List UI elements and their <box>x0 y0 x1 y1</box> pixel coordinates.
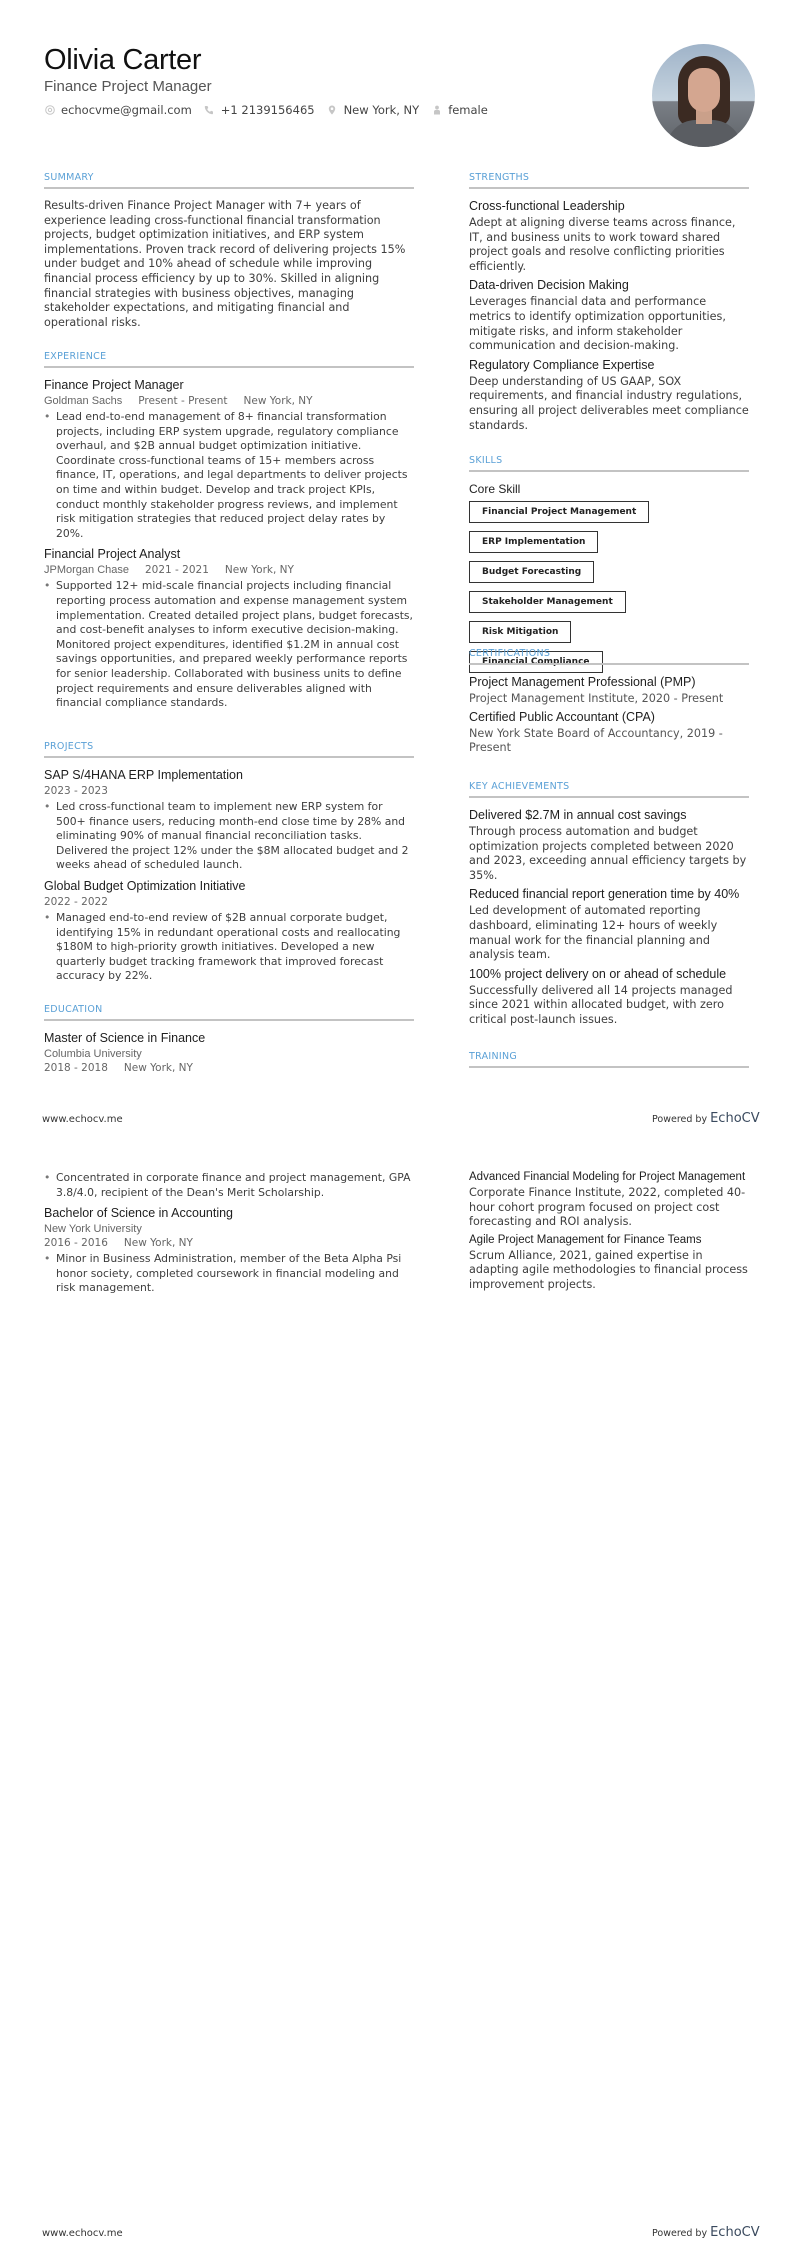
section-title-experience: EXPERIENCE <box>44 351 414 368</box>
footer-website-link[interactable]: www.echocv.me <box>42 1114 123 1125</box>
strength-item <box>469 278 749 353</box>
achievement-item <box>469 967 749 1028</box>
section-title-education: EDUCATION <box>44 1004 414 1021</box>
education-location: New York, NY <box>123 1237 193 1250</box>
powered-by-label: Powered by <box>652 1114 708 1125</box>
strength-name: Regulatory Compliance Expertise <box>469 357 655 372</box>
training-text: Scrum Alliance, 2021, gained expertise in adapting agile methodologies to financial process improvement projects. <box>469 1248 748 1291</box>
certification-name: Project Management Professional (PMP) <box>469 675 696 689</box>
achievement-text: Successfully delivered all 14 projects managed since 2021 within allocated budget, with zero critical post-launch issues. <box>469 983 733 1026</box>
project-item <box>44 879 414 984</box>
phone-icon <box>204 105 215 116</box>
experience-section <box>44 351 414 717</box>
school-name: New York University <box>44 1223 142 1236</box>
person-icon <box>431 105 442 116</box>
job-location: New York, NY <box>224 564 294 577</box>
contact-phone[interactable] <box>204 103 315 117</box>
strength-text: Leverages financial data and performance metrics to identify optimization opportunities, mitigate risks, and inform stakeholder communication and decision-making. <box>469 295 726 353</box>
skill-chip: Stakeholder Management <box>469 591 626 613</box>
strength-text: Adept at aligning diverse teams across finance, IT, and business units to work toward shared project goals and resolve conflicting priorities efficiently. <box>469 216 736 273</box>
strength-text: Deep understanding of US GAAP, SOX requirements, and financial industry regulations, ensuring all project deliverables meet compliance standards. <box>469 374 749 432</box>
job-dates: Present - Present <box>138 395 228 407</box>
skill-chip: Budget Forecasting <box>469 561 594 583</box>
brand-logo: EchoCV <box>710 2225 760 2240</box>
strength-name: Cross-functional Leadership <box>469 199 625 213</box>
certifications-section <box>469 648 749 756</box>
skill-chip: Risk Mitigation <box>469 621 571 643</box>
job-location: New York, NY <box>243 395 313 407</box>
section-title-summary: SUMMARY <box>44 172 414 189</box>
footer-powered-by[interactable] <box>652 2225 760 2240</box>
training-section <box>469 1051 749 1078</box>
summary-text: Results-driven Finance Project Manager with 7+ years of experience leading cross-functional financial transformation projects, budget optimization initiatives, and ERP system implementations. Proven track record of delivering projects 15% under budget and 10% ahead of schedule while improving financial process efficiency by up to 30%. Skilled in aligning financial strategies with business objectives, managing stakeholder expectations, and mitigating financial and operational risks. <box>44 199 406 329</box>
job-title: Finance Project Manager <box>44 378 184 392</box>
degree-name: Master of Science in Finance <box>44 1031 206 1045</box>
skill-chip: Financial Compliance <box>469 651 603 673</box>
training-item <box>469 1234 749 1293</box>
experience-item <box>44 547 414 710</box>
job-dates: 2021 - 2021 <box>145 564 209 577</box>
contact-location <box>327 103 420 117</box>
education-section <box>44 1004 414 1077</box>
achievements-section <box>469 781 749 1028</box>
project-name: SAP S/4HANA ERP Implementation <box>44 768 243 782</box>
contact-gender-value: female <box>448 103 488 117</box>
education-continued <box>44 1171 414 1302</box>
summary-section <box>44 172 414 330</box>
achievement-item <box>469 808 749 883</box>
job-bullet: • Supported 12+ mid-scale financial projects including financial reporting process automation and expense management system implementation. Created detailed project plans, budget forecasts, and cost-benefit analyses to inform executive decision-making. Monitored project expenditures, identified $1.2M in annual cost savings opportunities, and prepared weekly performance reports for senior leadership. Collaborated with business units to define project requirements and ensure deliverables aligned with financial compliance standards. <box>44 579 414 710</box>
strength-item <box>469 199 749 274</box>
experience-item <box>44 378 414 541</box>
contact-location-value: New York, NY <box>343 103 420 117</box>
profile-photo <box>652 44 755 147</box>
section-title-strengths: STRENGTHS <box>469 172 749 189</box>
contact-gender <box>431 103 488 117</box>
training-text: Corporate Finance Institute, 2022, completed 40-hour cohort program focused on project cost forecasting and ROI analysis. <box>469 1186 746 1229</box>
training-continued <box>469 1171 749 1293</box>
school-name: Columbia University <box>44 1048 142 1060</box>
achievement-item <box>469 887 749 962</box>
footer-powered-by[interactable] <box>652 1111 760 1126</box>
candidate-name: Olivia Carter <box>44 44 202 76</box>
project-bullet: • Led cross-functional team to implement new ERP system for 500+ finance users, reducing month-end close time by 28% and eliminating 90% of manual financial reconciliation tasks. Delivered the project 12% under the $8M allocated budget and 2 weeks ahead of scheduled launch. <box>44 800 414 873</box>
education-item <box>44 1206 414 1296</box>
brand-logo: EchoCV <box>710 1111 760 1126</box>
company-name: JPMorgan Chase <box>44 564 129 577</box>
training-item <box>469 1171 749 1230</box>
contact-phone-value: +1 2139156465 <box>220 103 315 117</box>
section-title-certifications: CERTIFICATIONS <box>469 648 749 665</box>
candidate-headline: Finance Project Manager <box>44 78 212 95</box>
education-location: New York, NY <box>123 1062 193 1074</box>
job-bullet: • Lead end-to-end management of 8+ financial transformation projects, including ERP system upgrade, regulatory compliance overhaul, and $2B annual budget optimization initiative. Coordinate cross-functional teams of 15+ members across finance, IT, operations, and legal departments to deliver projects on time and within budget. Develop and track project KPIs, conduct monthly stakeholder progress reviews, and implement risk mitigation strategies that reduced project delay rates by 20%. <box>44 410 414 541</box>
contact-email[interactable] <box>44 103 192 117</box>
project-name: Global Budget Optimization Initiative <box>44 878 246 893</box>
education-bullet: • Minor in Business Administration, member of the Beta Alpha Psi honor society, completed coursework in financial modeling and risk management. <box>44 1252 414 1296</box>
location-pin-icon <box>327 105 338 116</box>
section-title-projects: PROJECTS <box>44 741 414 758</box>
training-name: Advanced Financial Modeling for Project Management <box>469 1171 746 1183</box>
at-icon <box>44 105 55 116</box>
training-name: Agile Project Management for Finance Teams <box>469 1233 702 1246</box>
education-dates: 2016 - 2016 <box>44 1237 108 1250</box>
footer-website-link[interactable]: www.echocv.me <box>42 2228 123 2239</box>
project-item <box>44 768 414 873</box>
section-title-skills: SKILLS <box>469 455 749 472</box>
strengths-section <box>469 172 749 433</box>
certification-item <box>469 675 749 707</box>
achievement-text: Through process automation and budget optimization projects completed between 2020 and 2023, exceeding annual efficiency targets by 35%. <box>469 825 747 882</box>
job-title: Financial Project Analyst <box>44 547 181 562</box>
education-dates: 2018 - 2018 <box>44 1062 108 1074</box>
project-bullet: • Managed end-to-end review of $2B annual corporate budget, identifying 15% in redundant operational costs and reallocating $180M to high-priority growth initiatives. Developed a new quarterly budget tracking framework that improved forecast accuracy by 22%. <box>44 911 414 984</box>
achievement-name: Delivered $2.7M in annual cost savings <box>469 808 687 822</box>
certification-name: Certified Public Accountant (CPA) <box>469 709 655 724</box>
certification-item <box>469 710 749 756</box>
contact-bar <box>44 103 500 117</box>
skill-chip: ERP Implementation <box>469 531 598 553</box>
education-bullet: • Concentrated in corporate finance and project management, GPA 3.8/4.0, recipient of the Dean's Merit Scholarship. <box>44 1171 414 1200</box>
strength-name: Data-driven Decision Making <box>469 278 629 293</box>
powered-by-label: Powered by <box>652 2228 708 2239</box>
achievement-text: Led development of automated reporting dashboard, eliminating 12+ hours of weekly manual work for the financial planning and analysis team. <box>469 904 718 962</box>
skill-group-label: Core Skill <box>469 482 521 496</box>
education-item <box>44 1031 414 1074</box>
certification-issuer: Project Management Institute, 2020 - Present <box>469 692 724 705</box>
section-title-training: TRAINING <box>469 1051 749 1068</box>
projects-section <box>44 741 414 990</box>
degree-name: Bachelor of Science in Accounting <box>44 1206 234 1221</box>
contact-email-value: echocvme@gmail.com <box>61 103 192 117</box>
project-dates: 2023 - 2023 <box>44 785 108 797</box>
strength-item <box>469 358 749 433</box>
achievement-name: Reduced financial report generation time by 40% <box>469 887 740 902</box>
certification-issuer: New York State Board of Accountancy, 2019 - Present <box>469 726 723 755</box>
company-name: Goldman Sachs <box>44 395 123 407</box>
project-dates: 2022 - 2022 <box>44 895 108 908</box>
section-title-achievements: KEY ACHIEVEMENTS <box>469 781 749 798</box>
skill-chip: Financial Project Management <box>469 501 649 523</box>
achievement-name: 100% project delivery on or ahead of schedule <box>469 966 727 981</box>
